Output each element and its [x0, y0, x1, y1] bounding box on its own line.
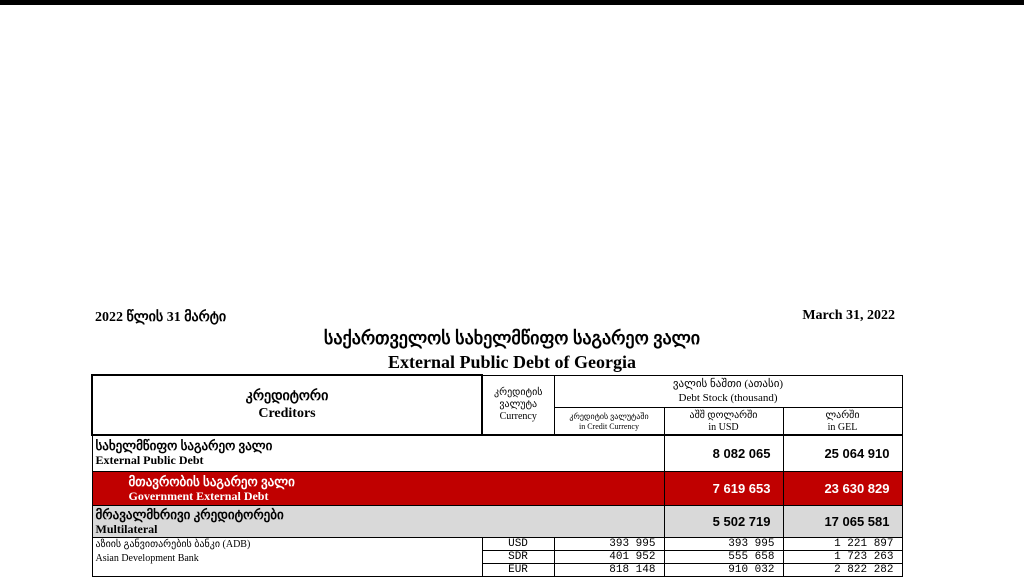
government-debt-usd: 7 619 653: [664, 472, 783, 506]
gel-header-ka: ლარში: [825, 409, 860, 421]
creditors-header-ka: კრედიტორი: [245, 388, 329, 404]
title-english: External Public Debt of Georgia: [388, 352, 636, 372]
usd-header-ka: აშშ დოლარში: [689, 409, 758, 421]
adb-usd-cell: 555 658: [664, 551, 783, 564]
creditors-header: [92, 375, 482, 435]
currency-header-ka-2: ვალუტა: [499, 398, 538, 410]
multilateral-label-en: Multilateral: [95, 521, 158, 536]
total-debt-label-ka: სახელმწიფო საგარეო ვალი: [95, 438, 273, 454]
adb-gel-cell: 1 221 897: [783, 538, 902, 551]
creditors-header-en: Creditors: [258, 405, 316, 421]
adb-label-ka: აზიის განვითარების ბანკი (ADB): [95, 539, 251, 550]
adb-usd-cell: 910 032: [664, 564, 783, 577]
adb-credit-cell: 401 952: [554, 551, 664, 564]
adb-label-en: Asian Development Bank: [95, 553, 199, 564]
adb-gel-cell: 2 822 282: [783, 564, 902, 577]
gel-header: [783, 407, 902, 435]
adb-gel-cell: 1 723 263: [783, 551, 902, 564]
multilateral-row: [92, 506, 902, 538]
credit-currency-header-ka: კრედიტის ვალუტაში: [569, 411, 649, 421]
date-english: March 31, 2022: [802, 308, 895, 323]
total-debt-usd: 8 082 065: [664, 435, 783, 472]
total-debt-row: [92, 435, 902, 472]
debt-table: [91, 374, 903, 577]
currency-header-ka-1: კრედიტის: [494, 386, 543, 398]
header-row-1: [92, 375, 902, 407]
adb-currency-cell: USD: [482, 538, 554, 551]
multilateral-gel: 17 065 581: [783, 506, 902, 538]
date-georgian: 2022 წლის 31 მარტი: [95, 310, 227, 325]
government-debt-label-en: Government External Debt: [128, 488, 269, 503]
currency-header: [482, 375, 554, 435]
government-debt-label-ka: მთავრობის საგარეო ვალი: [128, 473, 295, 489]
adb-usd-cell: 393 995: [664, 538, 783, 551]
gel-header-en: in GEL: [827, 421, 858, 433]
currency-header-en: Currency: [499, 410, 537, 422]
debt-stock-header-ka: ვალის ნაშთი (ათასი): [672, 378, 784, 390]
multilateral-label: [92, 506, 664, 538]
adb-currency-cell: EUR: [482, 564, 554, 577]
adb-row-usd: [92, 538, 902, 551]
adb-credit-cell: 393 995: [554, 538, 664, 551]
debt-stock-header-en: Debt Stock (thousand): [678, 392, 778, 404]
adb-label: [92, 538, 482, 577]
total-debt-label-en: External Public Debt: [95, 453, 204, 468]
credit-currency-header: [554, 407, 664, 435]
credit-currency-header-en: in Credit Currency: [579, 421, 639, 431]
debt-stock-header: [554, 375, 902, 407]
adb-credit-cell: 818 148: [554, 564, 664, 577]
title-georgian: საქართველოს სახელმწიფო საგარეო ვალი: [323, 328, 701, 348]
usd-header-en: in USD: [708, 421, 739, 433]
usd-header: [664, 407, 783, 435]
government-debt-gel: 23 630 829: [783, 472, 902, 506]
adb-currency-cell: SDR: [482, 551, 554, 564]
top-bar: [0, 0, 1024, 5]
government-debt-label: [92, 472, 664, 506]
government-debt-row: [92, 472, 902, 506]
multilateral-label-ka: მრავალმხრივი კრედიტორები: [95, 506, 284, 522]
total-debt-gel: 25 064 910: [783, 435, 902, 472]
total-debt-label: [92, 435, 664, 472]
multilateral-usd: 5 502 719: [664, 506, 783, 538]
